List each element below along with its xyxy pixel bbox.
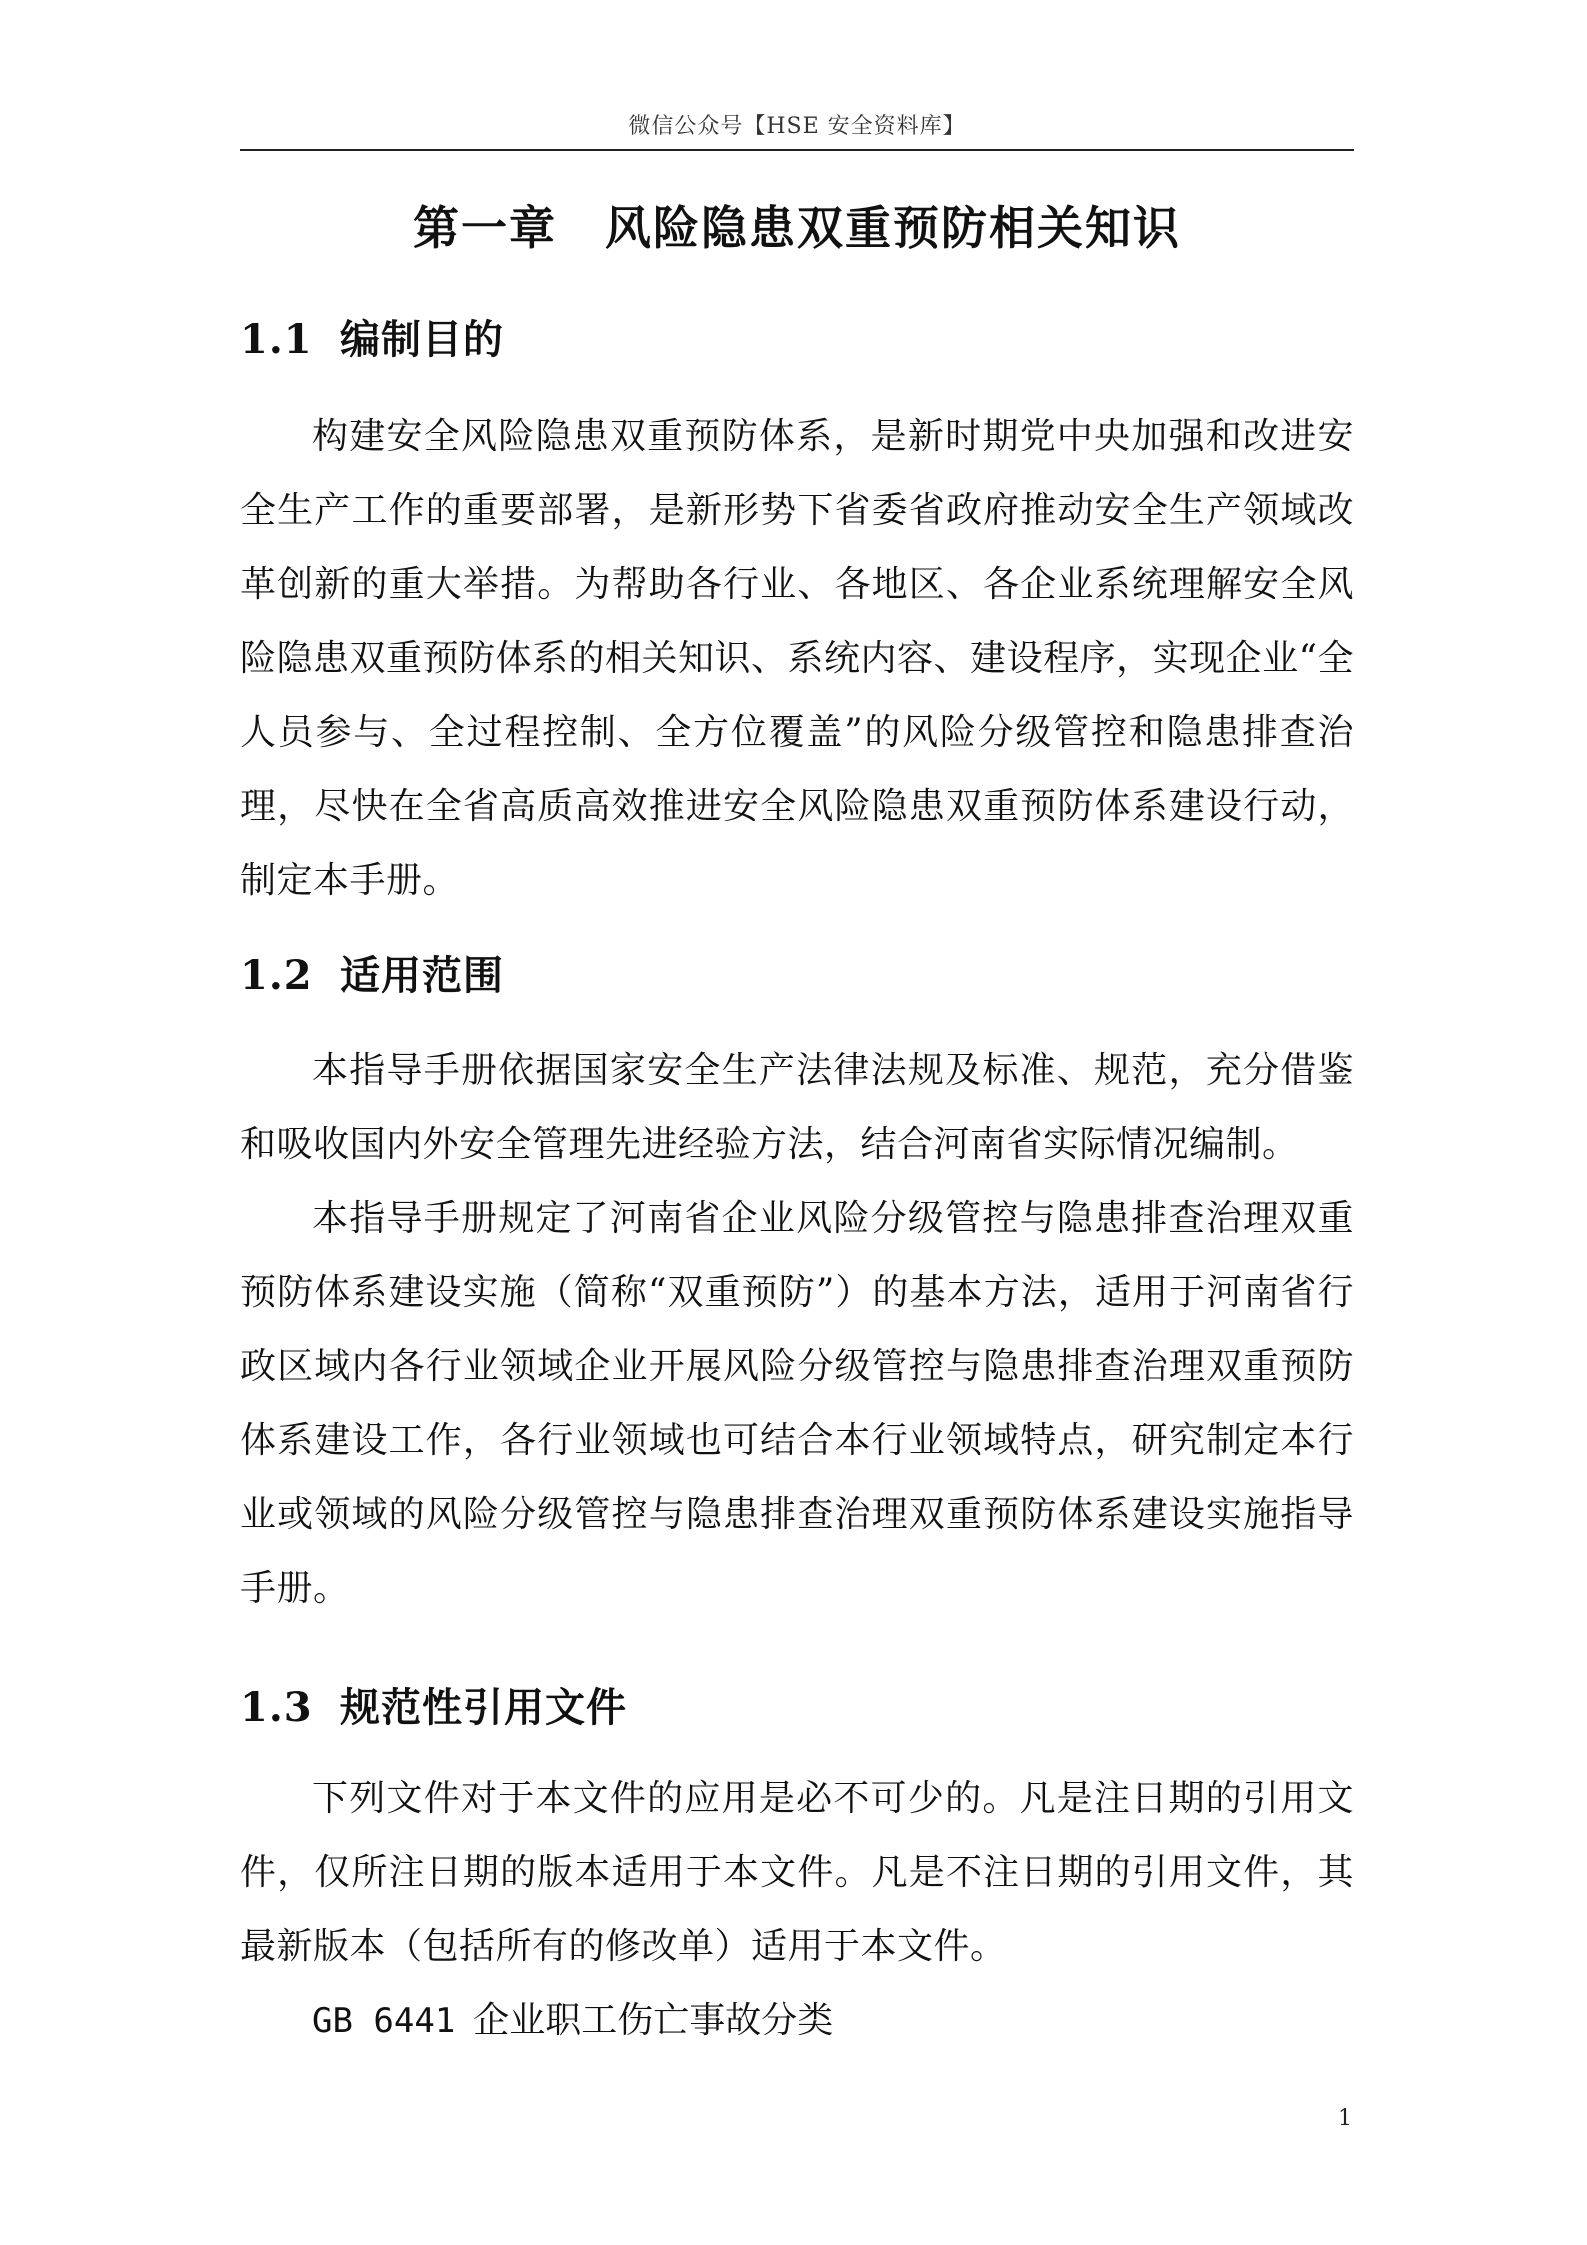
section-title: 适用范围 bbox=[340, 952, 504, 999]
section-1-1-paragraph: 构建安全风险隐患双重预防体系，是新时期党中央加强和改进安全生产工作的重要部署，是新形势下省委省政府推动安全生产领域改革创新的重大举措。为帮助各行业、各地区、各企业系统理解安全风险隐患双重预防体系的相关知识、系统内容、建设程序，实现企业“全人员参与、全过程控制、全方位覆盖”的风险分级管控和隐患排查治理，尽快在全省高质高效推进安全风险隐患双重预防体系建设行动，制定本手册。 bbox=[240, 416, 1354, 901]
reference-title: 企业职工伤亡事故分类 bbox=[473, 2000, 834, 2041]
page-header: 微信公众号【HSE 安全资料库】 bbox=[628, 114, 966, 139]
section-heading-1-1 bbox=[240, 312, 504, 368]
chapter-title bbox=[240, 198, 1354, 258]
section-title: 编制目的 bbox=[340, 316, 504, 363]
chapter-title-text: 风险隐患双重预防相关知识 bbox=[605, 201, 1181, 255]
section-number: 1.2 bbox=[240, 952, 313, 999]
chapter-number: 第一章 bbox=[413, 201, 557, 255]
section-title: 规范性引用文件 bbox=[340, 1684, 627, 1731]
reference-item bbox=[312, 1984, 833, 2058]
section-1-3-paragraph: 下列文件对于本文件的应用是必不可少的。凡是注日期的引用文件，仅所注日期的版本适用于本文件。凡是不注日期的引用文件，其最新版本（包括所有的修改单）适用于本文件。 bbox=[240, 1778, 1354, 1967]
reference-code: GB 6441 bbox=[312, 2001, 456, 2041]
section-1-2-paragraph-1: 本指导手册依据国家安全生产法律法规及标准、规范，充分借鉴和吸收国内外安全管理先进经验方法，结合河南省实际情况编制。 bbox=[240, 1050, 1354, 1165]
section-1-2-paragraph-2: 本指导手册规定了河南省企业风险分级管控与隐患排查治理双重预防体系建设实施（简称“双重预防”）的基本方法，适用于河南省行政区域内各行业领域企业开展风险分级管控与隐患排查治理双重预防体系建设工作，各行业领域也可结合本行业领域特点，研究制定本行业或领域的风险分级管控与隐患排查治理双重预防体系建设实施指导手册。 bbox=[240, 1198, 1354, 1609]
section-number: 1.3 bbox=[240, 1684, 313, 1731]
section-heading-1-2 bbox=[240, 948, 504, 1004]
section-heading-1-3 bbox=[240, 1680, 627, 1736]
page-number: 1 bbox=[1338, 2106, 1352, 2131]
header-divider bbox=[240, 149, 1354, 151]
section-number: 1.1 bbox=[240, 316, 313, 363]
